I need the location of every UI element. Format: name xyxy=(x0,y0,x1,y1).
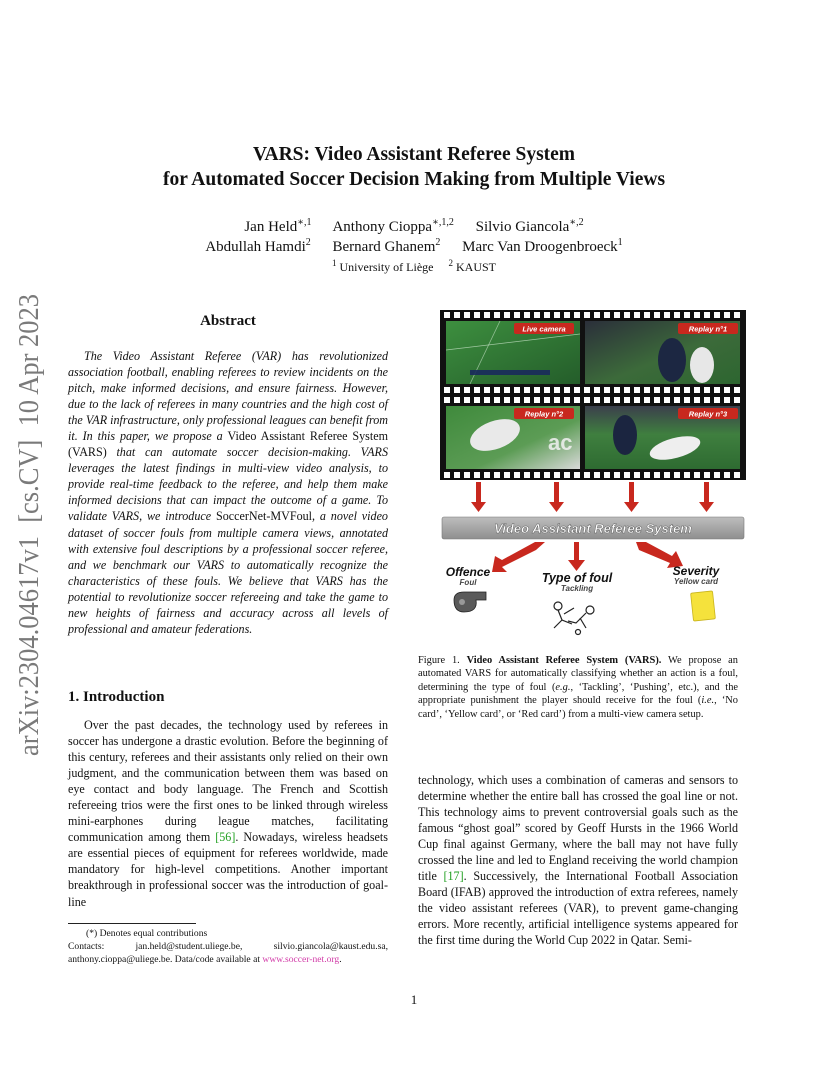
svg-text:ac: ac xyxy=(548,430,573,455)
caption-label: Figure 1. xyxy=(418,655,460,666)
title-line-1: VARS: Video Assistant Referee System xyxy=(252,144,576,165)
dataset-link[interactable]: www.soccer-net.org xyxy=(262,954,340,965)
paper-title xyxy=(0,142,828,192)
intro-paragraph xyxy=(68,717,388,910)
tackling-icon xyxy=(554,602,594,635)
caption-text: , ‘Tackling’, ‘Pushing’, etc.), and the appropriate punishment the player should receive for the foul ( xyxy=(418,681,738,707)
author-affil-mark: ∗,1 xyxy=(297,217,312,228)
view-label-replay-1: Replay n°1 xyxy=(688,324,728,334)
yellow-card-icon xyxy=(691,591,716,621)
abstract-heading: Abstract xyxy=(200,313,256,329)
arxiv-stamp-text: arXiv:2304.04617v1 [cs.CV] 10 Apr 2023 xyxy=(14,285,45,756)
view-label-replay-3: Replay n°3 xyxy=(688,409,728,419)
caption-abbrev: e.g. xyxy=(555,681,571,693)
page-number: 1 xyxy=(410,992,418,1007)
author-name: Abdullah Hamdi xyxy=(205,239,306,255)
affiliation-2: KAUST xyxy=(455,260,496,274)
author-affil-mark: 2 xyxy=(435,237,441,248)
intro-text: Over the past decades, the technology used by referees in soccer has undergone a drastic evolution. Before the beginning of this century, referees and their assistants only relied on their own judgment, and the communication between them was based on eye contact and body language. The French and Scottish refereeing trios were the first ones to be linked through wireless mini-earphones during league matches, facilitating communication among them xyxy=(68,718,388,845)
author-name: Marc Van Droogenbroeck xyxy=(462,239,618,255)
abstract-body xyxy=(68,348,388,637)
vars-banner-label: Video Assistant Referee System xyxy=(494,521,692,536)
affiliations xyxy=(0,257,828,277)
caption-text: We propose an automated VARS for automatically classifying whether an action is a foul, determining the type of foul ( xyxy=(418,655,738,693)
caption-abbrev: i.e. xyxy=(701,695,715,707)
output-severity-value: Yellow card xyxy=(673,577,719,586)
view-label-replay-2: Replay n°2 xyxy=(524,409,564,419)
author-block xyxy=(0,217,828,277)
figure-1 xyxy=(440,310,746,640)
author-name: Bernard Ghanem xyxy=(332,239,436,255)
author-name: Anthony Cioppa xyxy=(332,219,433,235)
output-offence-value: Foul xyxy=(459,578,477,587)
dataset-name: SoccerNet-MVFoul xyxy=(215,509,313,524)
body-text: technology, which uses a combination of cameras and sensors to determine whether the entire ball has crossed the goal line or not. This technology aims to prevent controversial goals such as the famous “ghost goal” scored by Geoff Hursts in the 1966 World Cup final against Germany, where the ball may not have fully crossed the line and led to England receiving the world champion title xyxy=(418,773,738,884)
author-affil-mark: 2 xyxy=(305,237,311,248)
affil-mark: 1 xyxy=(332,258,337,268)
abstract-text: , a novel video dataset of soccer fouls from multiple camera views, annotated with extensive foul descriptions by a professional soccer referee, and we benchmark our VARS to automatically recognize the characteristics of these fouls. We believe that VARS has the potential to revolutionize soccer refereeing and take the game to new heights of fairness and accuracy across all levels of professional and amateur federations. xyxy=(68,509,388,636)
footnote-period: . xyxy=(339,954,342,965)
footnote-contacts xyxy=(68,940,388,966)
abstract-text: that can automate soccer decision-making. VARS leverages the latest findings in multi-view video analysis, to provide real-time feedback to the referee, and help them make informed decisions that can impact the outcome of a game. To validate VARS, we introduce xyxy=(68,445,388,524)
affiliation-1: University of Liège xyxy=(339,260,434,274)
footnote-equal-contrib: (*) Denotes equal contributions xyxy=(86,928,208,939)
figure-1-caption xyxy=(418,654,738,721)
intro-text: . Nowadays, wireless headsets are essential pieces of equipment for referees worldwide, made mandatory for high-level competitions. Another important breakthrough in professional soccer was the introduction of goal-line xyxy=(68,830,388,909)
author-affil-mark: ∗,1,2 xyxy=(432,217,454,228)
footnote-contacts-text: Contacts: jan.held@student.uliege.be, silvio.giancola@kaust.edu.sa, anthony.cioppa@uliege.be. Data/code available at xyxy=(68,941,388,965)
output-foul-type-title: Type of foul xyxy=(541,571,613,585)
view-label-live-camera: Live camera xyxy=(522,324,566,334)
arxiv-stamp xyxy=(0,285,49,765)
footnote-rule xyxy=(68,923,196,924)
output-offence-title: Offence xyxy=(445,565,491,579)
citation-link[interactable]: [17] xyxy=(443,869,464,884)
caption-text: , ‘No card’, ‘Yellow card’, or ‘Red card’) from a multi-view camera setup. xyxy=(418,695,739,720)
affil-mark: 2 xyxy=(448,258,453,268)
output-arrows xyxy=(492,542,683,572)
section-heading-introduction: 1. Introduction xyxy=(68,689,165,705)
footnote xyxy=(68,927,388,966)
citation-link[interactable]: [56] xyxy=(215,830,236,845)
output-severity-title: Severity xyxy=(672,564,720,578)
output-foul-type-value: Tackling xyxy=(560,584,594,593)
system-name: Video Assistant Referee System (VARS) xyxy=(68,429,388,460)
abstract-text: The Video Assistant Referee (VAR) has revolutionized association football, enabling referees to review incidents on the pitch, make informed decisions, and ensure fairness. However, due to the lack of referees in many countries and the high cost of the VAR infrastructure, only professional leagues can benefit from it. In this paper, we propose a xyxy=(68,349,388,444)
figure-1-graphic xyxy=(440,310,746,640)
title-line-2: for Automated Soccer Decision Making from Multiple Views xyxy=(162,169,666,190)
whistle-icon xyxy=(454,592,486,612)
caption-title: Video Assistant Referee System (VARS). xyxy=(466,655,662,666)
author-row-1 xyxy=(0,217,828,237)
body-text: . Successively, the International Football Association Board (IFAB) approved the introduction of extra referees, namely the video assistant referees (VAR), to prevent game-changing errors. More recently, artificial intelligence systems appeared for the first time during the World Cup 2022 in Qatar. Semi- xyxy=(418,869,738,948)
input-arrows xyxy=(471,482,714,512)
author-row-2 xyxy=(0,237,828,257)
right-column-paragraph xyxy=(418,772,738,949)
author-affil-mark: ∗,2 xyxy=(569,217,584,228)
author-name: Silvio Giancola xyxy=(475,219,570,235)
author-name: Jan Held xyxy=(244,219,298,235)
author-affil-mark: 1 xyxy=(617,237,623,248)
